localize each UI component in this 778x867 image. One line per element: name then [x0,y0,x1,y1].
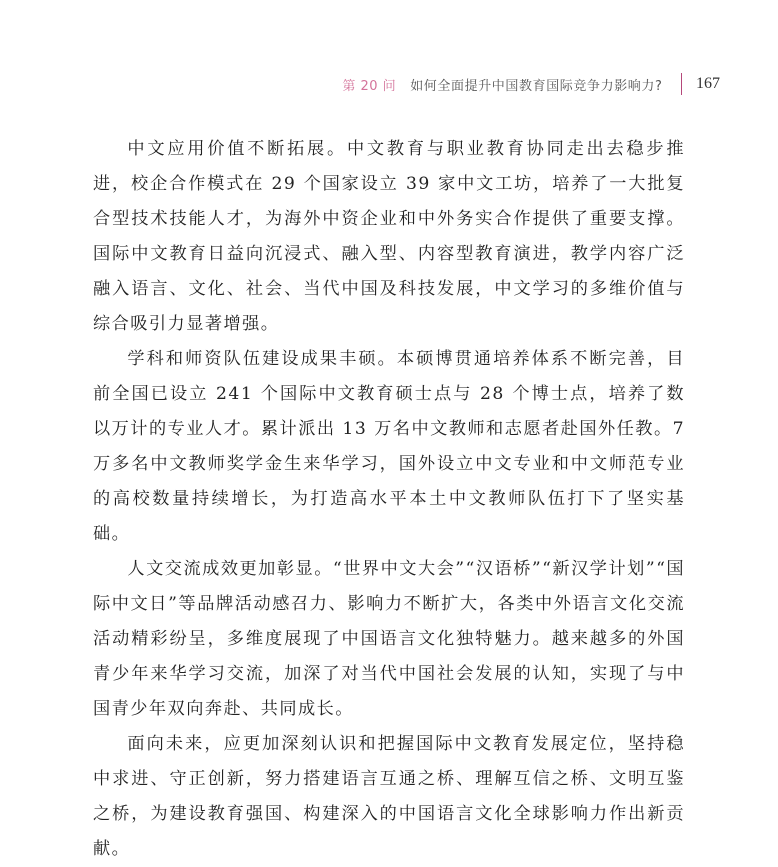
paragraph-looking-forward: 面向未来，应更加深刻认识和把握国际中文教育发展定位，坚持稳中求进、守正创新，努力搭建语言互通之桥、理解互信之桥、文明互鉴之桥，为建设教育强国、构建深入的中国语言文化全球影响力作出新贡献。 [93,734,685,859]
body-text [93,132,685,867]
chapter-label: 第 20 问 [342,78,397,94]
running-header [342,70,720,98]
paragraph-discipline-and-faculty: 学科和师资队伍建设成果丰硕。本硕博贯通培养体系不断完善，目前全国已设立 241 个国际中文教育硕士点与 28 个博士点，培养了数以万计的专业人才。累计派出 13 万名中文教师和志愿者赴国外任教。7 万多名中文教师奖学金生来华学习，国外设立中文专业和中文师范专业的高校数量持续增长，为打造高水平本土中文教师队伍打下了坚实基础。 [93,349,685,544]
chapter-title: 如何全面提升中国教育国际竞争力影响力? [410,78,663,94]
paragraph-chinese-application-value: 中文应用价值不断拓展。中文教育与职业教育协同走出去稳步推进，校企合作模式在 29 个国家设立 39 家中文工坊，培养了一大批复合型技术技能人才，为海外中资企业和中外务实合作提供了重要支撑。国际中文教育日益向沉浸式、融入型、内容型教育演进，教学内容广泛融入语言、文化、社会、当代中国及科技发展，中文学习的多维价值与综合吸引力显著增强。 [93,139,685,334]
page-number: 167 [696,75,720,92]
header-divider [681,73,683,95]
paragraph-cultural-exchange: 人文交流成效更加彰显。“世界中文大会”“汉语桥”“新汉学计划”“国际中文日”等品牌活动感召力、影响力不断扩大，各类中外语言文化交流活动精彩纷呈，多维度展现了中国语言文化独特魅力。越来越多的外国青少年来华学习交流，加深了对当代中国社会发展的认知，实现了与中国青少年双向奔赴、共同成长。 [93,559,685,719]
